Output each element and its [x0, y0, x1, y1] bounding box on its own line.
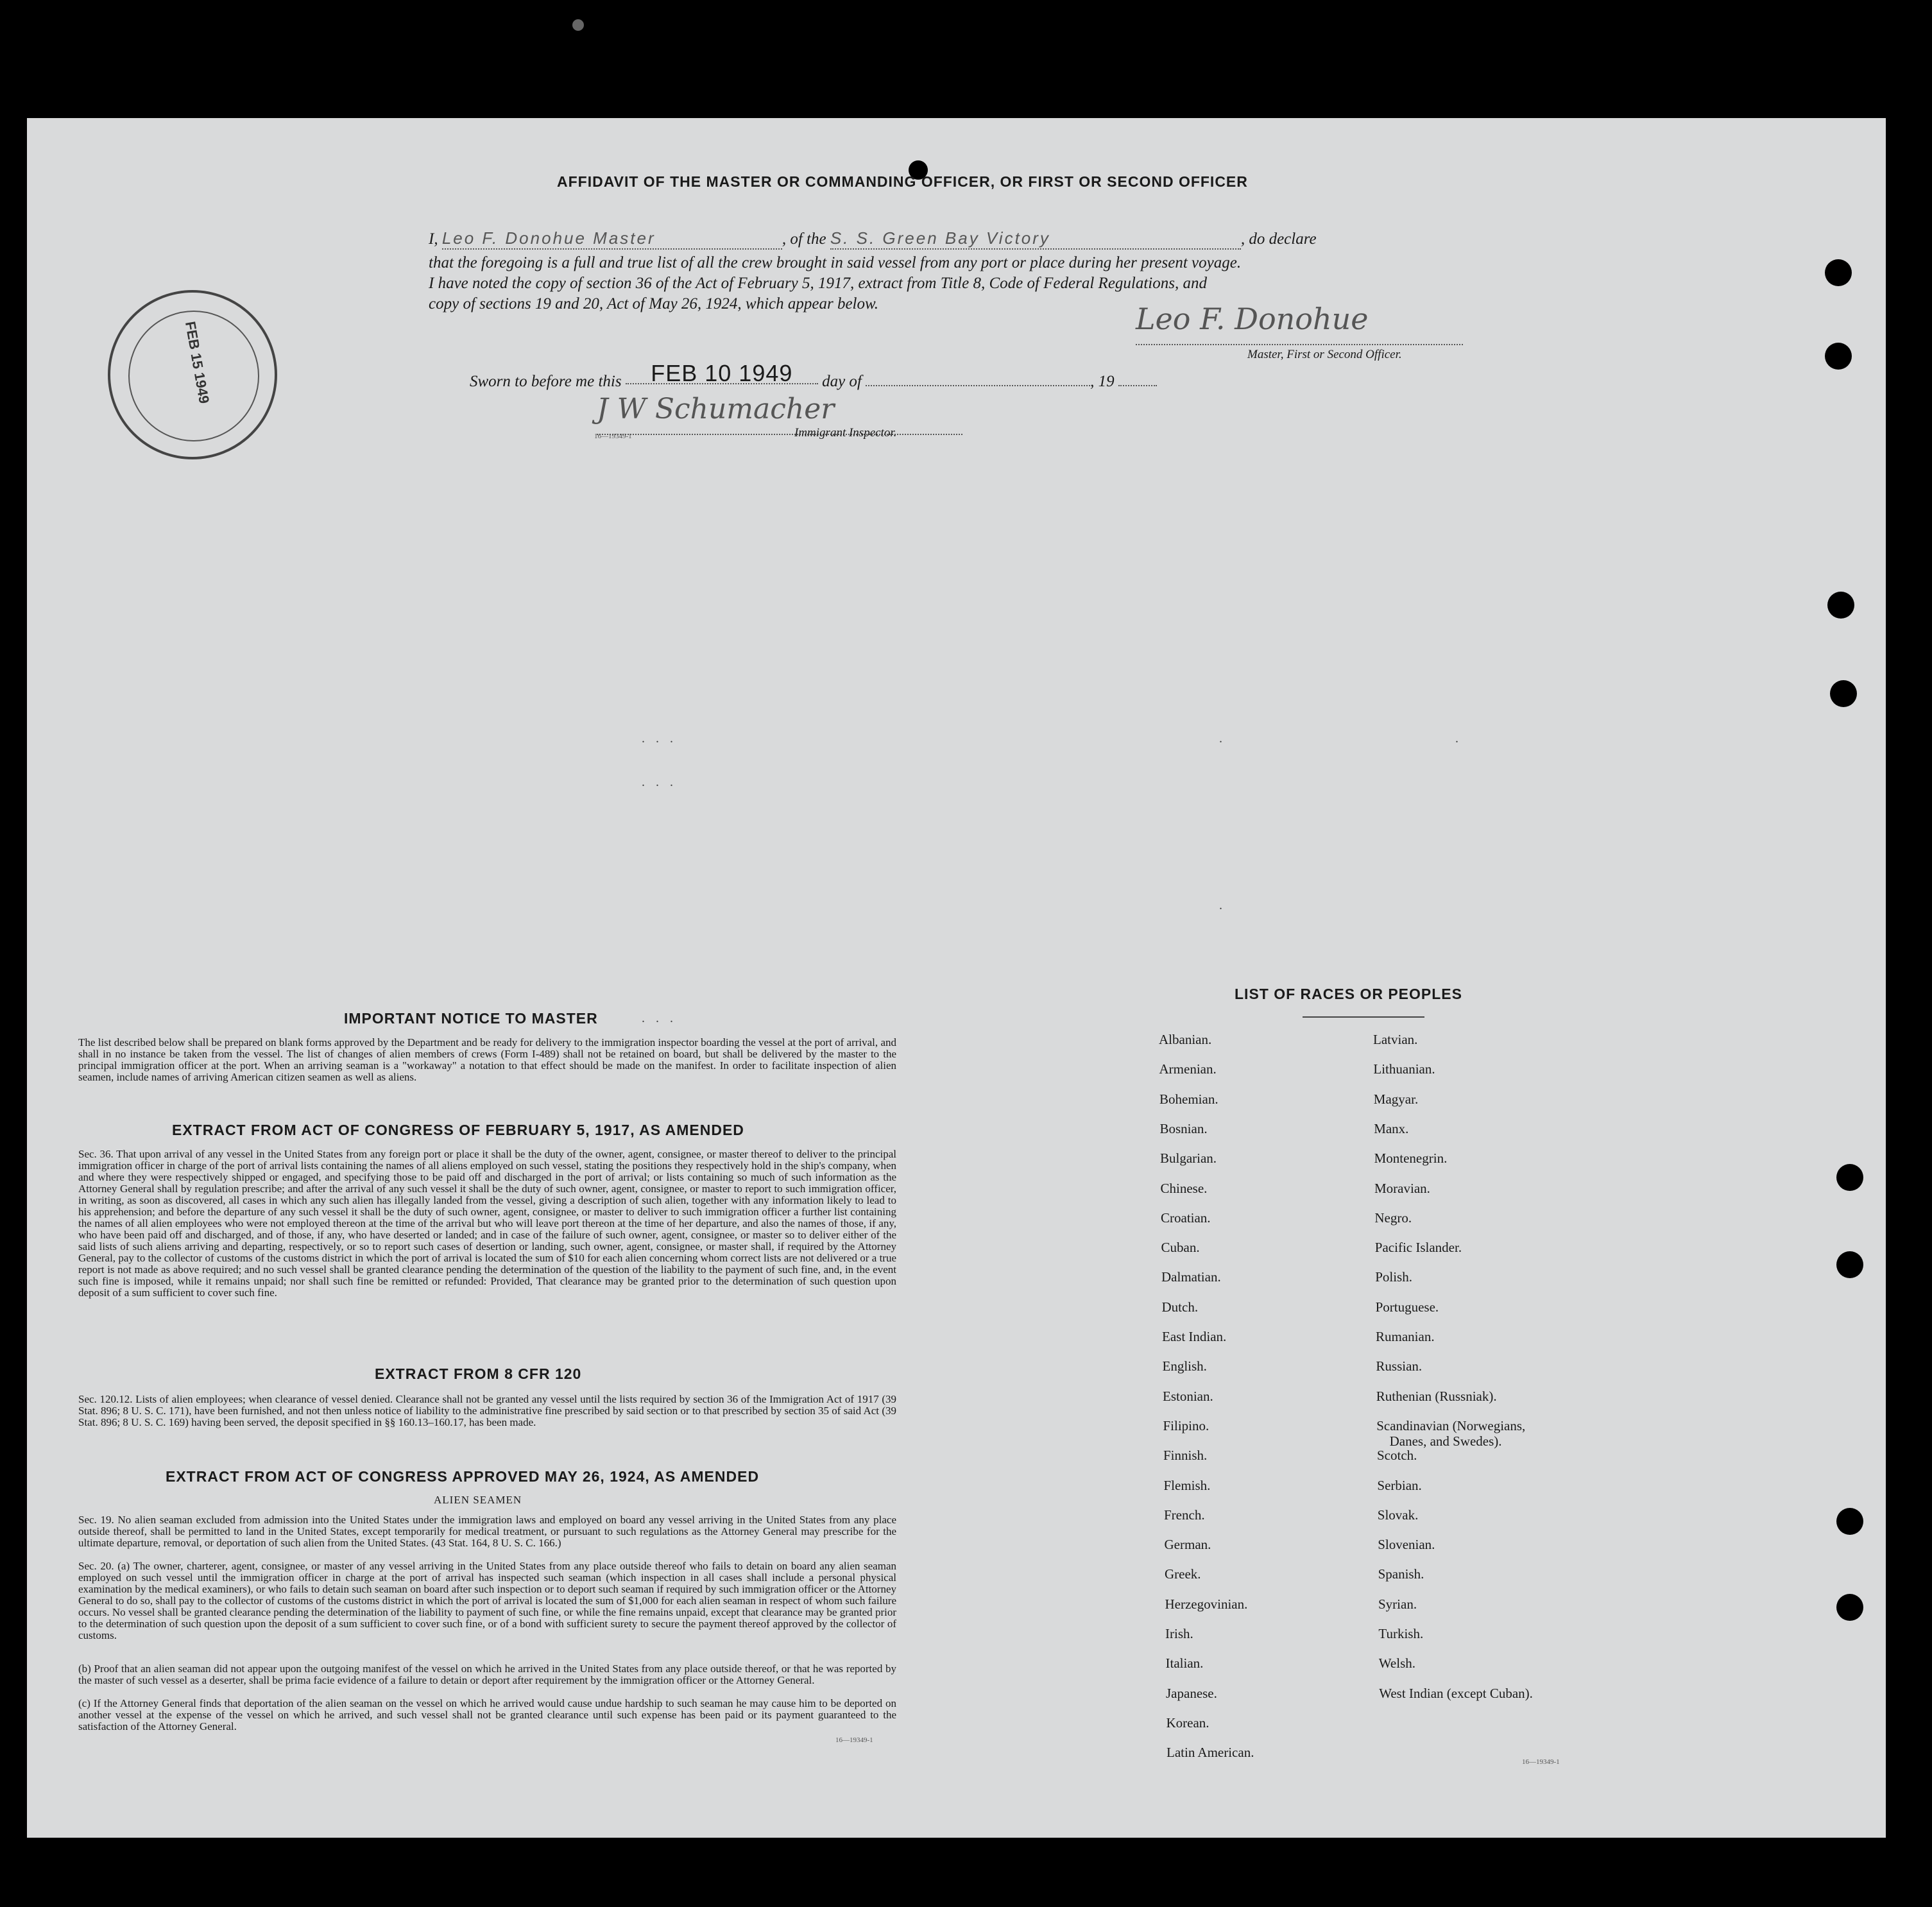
inspector-caption: Immigrant Inspector. — [794, 426, 897, 440]
races-form-number: 16—19349-1 — [1522, 1758, 1560, 1766]
race-item: Armenian. — [1159, 1061, 1217, 1077]
extract-cfr-title: EXTRACT FROM 8 CFR 120 — [375, 1365, 582, 1382]
punch-hole — [1836, 1164, 1863, 1191]
dot-marker: . . . — [642, 775, 677, 789]
race-item: Croatian. — [1161, 1210, 1211, 1226]
extract-1917-text: Sec. 36. That upon arrival of any vessel in the United States from any foreign port or place it shall be the duty of the owner, agent, consignee, or master thereof to deliver to the principal immigration officer in charge of the port of arrival lists containing the names of all aliens employed on such vessel, stating the positions they respectively hold in the ship's company, when and where they were respectively shipped or engaged, and specifying those to be paid off and discharged in the port of arrival; or lists containing so much of such information as the Attorney General shall by regulation prescribe; and after the arrival of any such vessel it shall be the duty of such owner, agent, consignee, or master to report to such immigration officer, in writing, as soon as discovered, all cases in which any such alien has illegally landed from the vessel, giving a description of such alien, together with any information likely to lead to his apprehension; and before the departure of any such vessel it shall be the duty of such owner, agent, consignee, or master to deliver to such immigration officer a further list containing the names of all alien employees who were not employed thereon at the time of the arrival but who will leave port thereon at the time of her departure, and also the names of those, if any, who have been paid off and discharged, and of those, if any, who have deserted or landed; and in case of the failure of such owner, agent, consignee, or master so to deliver either of the said lists of such aliens arriving and departing, respectively, or so to report such cases of desertion or landing, such owner, agent, consignee, or master shall, if required by the Attorney General, pay to the collector of customs of the customs district in which the port of arrival is located the sum of $10 for each alien concerning whom correct lists are not delivered or a true report is not made as above required; and no such vessel shall be granted clearance pending the determination of the question of the liability to the payment of such fine, and, in the event such fine is imposed, while it remains unpaid; nor shall such fine be remitted or refunded: Provided, That clearance may be granted prior to the determination of such question upon deposit of a sum sufficient to cover such fine. — [78, 1148, 896, 1299]
race-item: Russian. — [1376, 1358, 1423, 1374]
race-item: Manx. — [1374, 1120, 1409, 1136]
race-item: Dutch. — [1161, 1299, 1199, 1315]
race-item: Latvian. — [1373, 1032, 1418, 1047]
race-item: Bohemian. — [1159, 1091, 1218, 1107]
race-item: Syrian. — [1378, 1596, 1417, 1612]
sworn-label: Sworn to before me this — [470, 373, 622, 390]
races-title: LIST OF RACES OR PEOPLES — [1235, 986, 1462, 1002]
race-item: Lithuanian. — [1373, 1061, 1435, 1077]
race-item: Greek. — [1165, 1566, 1201, 1582]
year-field — [1118, 385, 1157, 386]
race-item: Chinese. — [1160, 1180, 1208, 1196]
inspection-stamp — [108, 290, 277, 459]
declaration-of-the: , of the — [782, 230, 826, 248]
race-item: Polish. — [1375, 1269, 1412, 1285]
punch-hole — [1827, 592, 1854, 619]
race-item: Flemish. — [1163, 1477, 1211, 1493]
dot-marker: . . . — [642, 1011, 677, 1025]
race-item: Moravian. — [1374, 1180, 1430, 1196]
sec20c-text: (c) If the Attorney General finds that deportation of the alien seaman on the vessel on which he arrived would cause undue hardship to such seaman he may cause him to be deported on another vessel at the expense of the vessel on which he arrived, and such vessel shall not be granted clearance until such expense has been paid or its payment guaranteed to the satisfaction of the Attorney General. — [78, 1697, 896, 1732]
race-item: Scandinavian (Norwegians, — [1376, 1417, 1526, 1433]
race-item: East Indian. — [1162, 1329, 1227, 1344]
master-signature: Leo F. Donohue — [1136, 302, 1463, 345]
race-item: Slovak. — [1377, 1507, 1419, 1523]
dot-marker: . — [1219, 731, 1226, 746]
extract-1924-subtitle: ALIEN SEAMEN — [434, 1494, 522, 1506]
race-item: English. — [1162, 1358, 1207, 1374]
race-item: Turkish. — [1378, 1626, 1424, 1641]
dot-marker: . — [1455, 731, 1462, 746]
punch-hole — [1825, 259, 1852, 286]
race-item: Bosnian. — [1159, 1120, 1208, 1136]
race-item: Spanish. — [1378, 1566, 1424, 1582]
master-name-field: Leo F. Donohue Master — [442, 228, 782, 250]
race-item: Dalmatian. — [1161, 1269, 1221, 1285]
race-item: Japanese. — [1166, 1685, 1217, 1701]
sec20b-text: (b) Proof that an alien seaman did not appear upon the outgoing manifest of the vessel on which he arrived in the United States from any place outside thereof, or that he was reported by the master of such vessel as a deserter, shall be prima facie evidence of a failure to detain or deport after requirement by the immigration officer or the Attorney General. — [78, 1663, 896, 1686]
race-item: German. — [1164, 1537, 1211, 1553]
punch-hole — [572, 19, 584, 31]
punch-hole — [1830, 680, 1857, 707]
declaration-do-declare: , do declare — [1240, 230, 1317, 248]
extract-1917-title: EXTRACT FROM ACT OF CONGRESS OF FEBRUARY 5, 1917, AS AMENDED — [172, 1122, 744, 1138]
race-item: French. — [1164, 1507, 1205, 1523]
extract-1924-title: EXTRACT FROM ACT OF CONGRESS APPROVED MAY 26, 1924, AS AMENDED — [166, 1468, 760, 1485]
dot-marker: . — [1219, 898, 1226, 912]
sworn-line — [470, 360, 1304, 391]
race-item: Filipino. — [1163, 1417, 1210, 1433]
punch-hole — [1836, 1508, 1863, 1535]
race-item: Portuguese. — [1375, 1299, 1439, 1315]
race-item: Albanian. — [1159, 1032, 1212, 1047]
race-item: Cuban. — [1161, 1240, 1200, 1256]
race-item: West Indian (except Cuban). — [1379, 1685, 1533, 1701]
race-item: Negro. — [1374, 1210, 1412, 1226]
punch-hole — [1836, 1251, 1863, 1278]
race-item: Serbian. — [1377, 1477, 1422, 1493]
sworn-date-stamp: FEB 10 1949 — [626, 363, 818, 384]
race-item: Slovenian. — [1378, 1537, 1435, 1553]
race-item: Montenegrin. — [1374, 1150, 1448, 1167]
race-item: Irish. — [1165, 1626, 1193, 1641]
race-item: Estonian. — [1163, 1388, 1213, 1404]
year-prefix: , 19 — [1090, 373, 1115, 390]
declaration-line-2: that the foregoing is a full and true list of all the crew brought in said vessel from any port or place during her present voyage. — [429, 254, 1242, 271]
master-signature-caption: Master, First or Second Officer. — [1247, 348, 1402, 361]
declaration-line-1 — [429, 228, 1455, 250]
races-title-rule — [1303, 1016, 1424, 1018]
race-item: Danes, and Swedes). — [1389, 1433, 1502, 1449]
notice-text: The list described below shall be prepared on blank forms approved by the Department and be ready for delivery to the immigration inspector boarding the vessel at the port of arrival, and shall in no instance be taken from the vessel. The list of changes of alien members of crews (Form I-489) shall not be retained on board, but shall be delivered by the master to the principal immigration officer at the port. When an arriving seaman is a "workaway" a notation to that effect should be made on the manifest. In order to facilitate inspection of alien seamen, include names of arriving American citizen seamen as well as aliens. — [78, 1036, 896, 1083]
stamp-date: FEB 15 1949 — [182, 320, 213, 405]
dot-marker: . . . — [642, 731, 677, 746]
race-item: Welsh. — [1378, 1655, 1416, 1672]
sec19-text: Sec. 19. No alien seaman excluded from admission into the United States under the immigration laws and employed on board any vessel arriving in the United States from any place outside thereof, shall be permitted to land in the United States, except temporarily for medical treatment, or pursuant to such regulations as the Attorney General may prescribe for the ultimate departure, removal, or deportation of such alien from the United States. (43 Stat. 164, 8 U. S. C. 166.) — [78, 1514, 896, 1549]
race-item: Korean. — [1166, 1715, 1210, 1731]
extract-form-number: 16—19349-1 — [835, 1736, 873, 1744]
race-item: Finnish. — [1163, 1448, 1208, 1464]
declaration-line-4: copy of sections 19 and 20, Act of May 26, 1924, which appear below. — [429, 295, 879, 312]
race-item: Italian. — [1165, 1655, 1204, 1672]
punch-hole — [1825, 343, 1852, 370]
race-item: Latin American. — [1167, 1745, 1254, 1761]
vessel-name-field: S. S. Green Bay Victory — [830, 228, 1241, 250]
punch-hole — [1836, 1594, 1863, 1621]
month-field — [866, 385, 1090, 386]
race-item: Scotch. — [1377, 1448, 1417, 1464]
race-item: Pacific Islander. — [1374, 1240, 1462, 1256]
declaration-i: I, — [429, 230, 438, 248]
race-item: Rumanian. — [1376, 1329, 1435, 1344]
sec20a-text: Sec. 20. (a) The owner, charterer, agent, consignee, or master of any vessel arriving in the United States from any place outside thereof who fails to detain on board any alien seaman employed on such vessel until the immigration officer in charge at the port of arrival has inspected such seaman (which inspection in all cases shall include a personal physical examination by the medical examiners), or who fails to detain such seaman on board after such inspection or to deport such seaman if required by such immigration officer or the Attorney General to do so, shall pay to the collector of customs of the customs district in which the port of arrival is located the sum of $1,000 for each alien seaman in respect of whom such failure occurs. No vessel shall be granted clearance pending the determination of the liability to payment of such fine, or while the fine remains unpaid, except that clearance may be granted prior to the determination of such question upon the deposit of a sum sufficient to cover such fine, or of a bond with sufficient surety to secure the payment thereof approved by the collector of customs. — [78, 1560, 896, 1641]
race-item: Magyar. — [1373, 1091, 1419, 1107]
declaration-line-3: I have noted the copy of section 36 of the Act of February 5, 1917, extract from Title 8, Code of Federal Regulations, and — [429, 275, 1207, 292]
race-item: Bulgarian. — [1160, 1150, 1217, 1167]
inspector-signature: J W Schumacher — [597, 393, 962, 435]
extract-cfr-text: Sec. 120.12. Lists of alien employees; when clearance of vessel denied. Clearance shall not be granted any vessel until the lists required by section 36 of the Immigration Act of 1917 (39 Stat. 896; 8 U. S. C. 171), have been furnished, and not then unless notice of liability to the administrative fine prescribed by said section or to that prescribed by section 35 of said Act (39 Stat. 896; 8 U. S. C. 169) having been served, the deposit specified in §§ 160.13–160.17, has been made. — [78, 1393, 896, 1428]
affidavit-title: AFFIDAVIT OF THE MASTER OR COMMANDING OFFICER, OR FIRST OR SECOND OFFICER — [557, 173, 1248, 190]
race-item: Ruthenian (Russniak). — [1376, 1388, 1497, 1404]
race-item: Herzegovinian. — [1165, 1596, 1248, 1612]
day-of-label: day of — [822, 373, 862, 390]
notice-title: IMPORTANT NOTICE TO MASTER — [344, 1010, 598, 1027]
form-number: 16—19349-1 — [594, 432, 632, 440]
